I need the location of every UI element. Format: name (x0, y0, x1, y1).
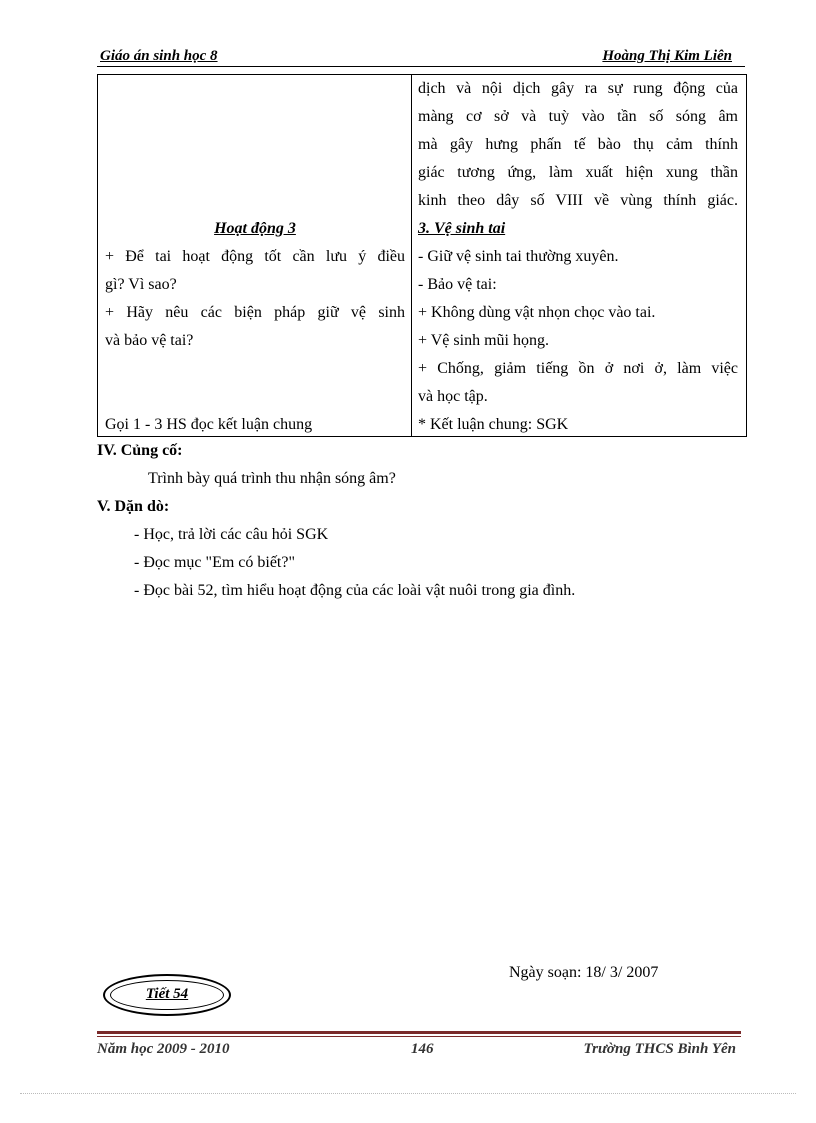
page-bottom-edge (20, 1093, 796, 1094)
consolidation-heading: IV. Củng cố: (97, 442, 183, 459)
header-author: Hoàng Thị Kim Liên (602, 48, 732, 64)
activity-heading: Hoạt động 3 (214, 220, 296, 237)
right-cell-line: mà gây hưng phấn tế bào thụ cảm thính (418, 136, 738, 153)
lesson-number-label: Tiết 54 (145, 986, 189, 1002)
section-heading-ear-hygiene: 3. Vệ sinh tai (418, 220, 506, 237)
right-cell-line: giác tương ứng, làm xuất hiện xung thần (418, 164, 738, 181)
right-cell-line: dịch và nội dịch gây ra sự rung động của (418, 80, 738, 97)
table-column-divider (411, 75, 412, 436)
left-cell-line: + Để tai hoạt động tốt cần lưu ý điều (105, 248, 405, 265)
right-cell-line: màng cơ sở và tuỳ vào tần số sóng âm (418, 108, 738, 125)
right-cell-line: * Kết luận chung: SGK (418, 416, 569, 433)
right-cell-line: + Vệ sinh mũi họng. (418, 332, 549, 349)
lesson-table (97, 74, 747, 437)
right-cell-line: - Giữ vệ sinh tai thường xuyên. (418, 248, 619, 265)
right-cell-line: + Chống, giảm tiếng ồn ở nơi ở, làm việc (418, 360, 738, 377)
left-cell-line: và bảo vệ tai? (105, 332, 194, 349)
right-cell-line: kinh theo dây số VIII về vùng thính giác. (418, 192, 738, 209)
footer-page-number: 146 (411, 1041, 434, 1057)
homework-item: - Đọc bài 52, tìm hiểu hoạt động của các loài vật nuôi trong gia đình. (134, 582, 576, 599)
header-divider (97, 66, 745, 67)
consolidation-text: Trình bày quá trình thu nhận sóng âm? (148, 470, 396, 487)
right-cell-line: + Không dùng vật nhọn chọc vào tai. (418, 304, 656, 321)
homework-heading: V. Dặn dò: (97, 498, 170, 515)
left-cell-line: + Hãy nêu các biện pháp giữ vệ sinh (105, 304, 405, 321)
right-cell-line: và học tập. (418, 388, 488, 405)
footer-rule-thin (97, 1036, 741, 1037)
homework-item: - Học, trả lời các câu hỏi SGK (134, 526, 329, 543)
left-cell-line: Gọi 1 - 3 HS đọc kết luận chung (105, 416, 313, 433)
footer-rule-thick (97, 1031, 741, 1034)
left-cell-line: gì? Vì sao? (105, 276, 177, 293)
lesson-number-badge (103, 974, 231, 1016)
homework-item: - Đọc mục "Em có biết?" (134, 554, 296, 571)
footer-school-name: Trường THCS Bình Yên (583, 1041, 736, 1057)
preparation-date: Ngày soạn: 18/ 3/ 2007 (509, 964, 659, 981)
right-cell-line: - Bảo vệ tai: (418, 276, 497, 293)
header-subject: Giáo án sinh học 8 (100, 48, 218, 64)
footer-school-year: Năm học 2009 - 2010 (97, 1041, 230, 1057)
